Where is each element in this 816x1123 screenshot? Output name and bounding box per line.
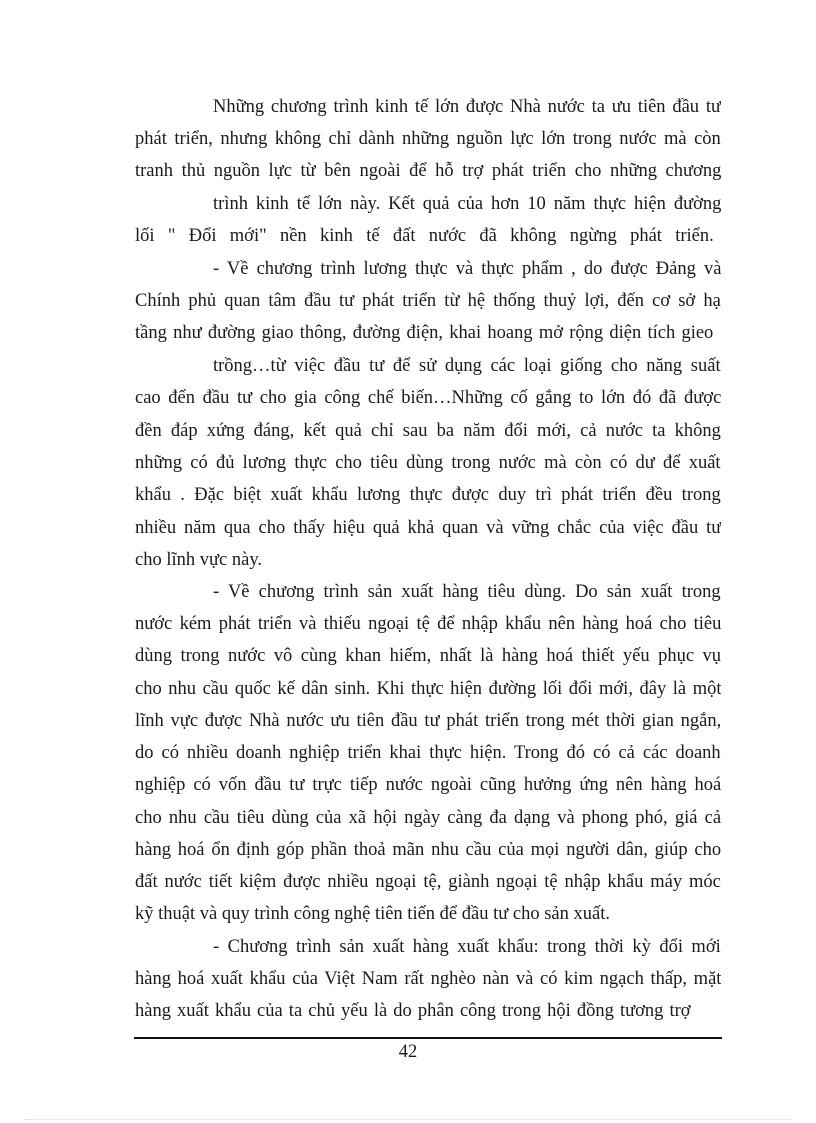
text-line: - Về chương trình sản xuất hàng tiêu dùng. Do sản xuất trong bbox=[213, 582, 721, 602]
page-number: 42 bbox=[398, 1042, 418, 1062]
text-line: phát triển, nhưng không chỉ dành những nguồn lực lớn trong nước mà còn bbox=[135, 129, 721, 149]
text-line: những có đủ lương thực cho tiêu dùng trong nước mà còn có dư để xuất bbox=[135, 453, 721, 473]
text-line: hàng xuất khẩu của ta chủ yếu là do phân công trong hội đồng tương trợ bbox=[135, 1001, 691, 1021]
text-line: cho nhu cầu tiêu dùng của xã hội ngày càng đa dạng và phong phó, giá cả bbox=[135, 808, 721, 828]
text-line: kỹ thuật và quy trình công nghệ tiên tiến để đầu tư cho sản xuất. bbox=[135, 904, 610, 924]
text-line: lĩnh vực được Nhà nước ưu tiên đầu tư phát triển trong mét thời gian ngắn, bbox=[135, 711, 721, 731]
text-line: cho lĩnh vực này. bbox=[135, 550, 262, 570]
text-line: nhiều năm qua cho thấy hiệu quả khả quan và vững chắc của việc đầu tư bbox=[135, 518, 721, 538]
text-line: trình kinh tế lớn này. Kết quả của hơn 10 năm thực hiện đường bbox=[213, 194, 721, 214]
text-line: hàng hoá xuất khẩu của Việt Nam rất nghèo nàn và có kim ngạch thấp, mặt bbox=[135, 969, 721, 989]
text-line: - Về chương trình lương thực và thực phẩm , do được Đảng và bbox=[213, 259, 721, 279]
text-line: tầng như đường giao thông, đường điện, khai hoang mở rộng diện tích gieo bbox=[135, 323, 714, 343]
text-line: hàng hoá ổn định góp phần thoả mãn nhu cầu của mọi người dân, giúp cho bbox=[135, 840, 721, 860]
text-line: Chính phủ quan tâm đầu tư phát triển từ hệ thống thuỷ lợi, đến cơ sở hạ bbox=[135, 291, 721, 311]
text-line: - Chương trình sản xuất hàng xuất khẩu: trong thời kỳ đổi mới bbox=[213, 937, 721, 957]
text-line: Những chương trình kinh tế lớn được Nhà nước ta ưu tiên đầu tư bbox=[213, 97, 721, 117]
text-line: dùng trong nước vô cùng khan hiếm, nhất là hàng hoá thiết yếu phục vụ bbox=[135, 646, 721, 666]
text-line: lối " Đổi mới" nền kinh tế đất nước đã không ngừng phát triển. bbox=[135, 226, 714, 246]
text-line: do có nhiều doanh nghiệp triển khai thực hiện. Trong đó có cả các doanh bbox=[135, 743, 721, 763]
text-line: trồng…từ việc đầu tư để sử dụng các loại giống cho năng suất bbox=[213, 356, 721, 376]
text-line: cao đến đầu tư cho gia công chế biến…Những cố gắng to lớn đó đã được bbox=[135, 388, 721, 408]
page-edge-divider bbox=[24, 1119, 792, 1120]
text-line: khẩu . Đặc biệt xuất khẩu lương thực được duy trì phát triển đều trong bbox=[135, 485, 721, 505]
text-line: đền đáp xứng đáng, kết quả chỉ sau ba năm đổi mới, cả nước ta không bbox=[135, 421, 721, 441]
text-line: tranh thủ nguồn lực từ bên ngoài để hỗ trợ phát triển cho những chương bbox=[135, 161, 721, 181]
text-line: nghiệp có vốn đầu tư trực tiếp nước ngoài cũng hưởng ứng nên hàng hoá bbox=[135, 775, 721, 795]
text-line: cho nhu cầu quốc kế dân sinh. Khi thực hiện đường lối đổi mới, đây là một bbox=[135, 679, 721, 699]
text-line: nước kém phát triển và thiếu ngoại tệ để nhập khẩu nên hàng hoá cho tiêu bbox=[135, 614, 721, 634]
text-line: đất nước tiết kiệm được nhiều ngoại tệ, giành ngoại tệ nhập khẩu máy móc bbox=[135, 872, 721, 892]
footer-rule bbox=[134, 1037, 722, 1039]
